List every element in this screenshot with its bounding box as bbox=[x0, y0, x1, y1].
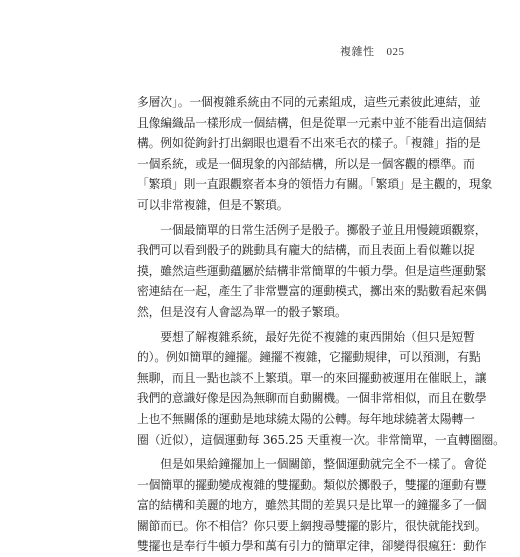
text-line: 上也不無關係的運動是地球繞太陽的公轉。每年地球繞著太陽轉一 bbox=[137, 411, 475, 426]
text-line: 然，但是沒有人會認為單一的骰子繁瑣。 bbox=[137, 304, 347, 319]
body-text bbox=[137, 92, 505, 557]
text-line: 雙擺也是奉行牛頓力學和萬有引力的簡單定律，卻變得很瘋狂：動作 bbox=[137, 539, 487, 554]
text-line: 一個系統，或是一個現象的內部結構，所以是一個客觀的標準。而 bbox=[137, 156, 475, 171]
text-line: 但是如果給鐘擺加上一個關節，整個運動就完全不一樣了。會從 bbox=[137, 457, 487, 472]
text-line: 圈（近似），這個運動每 365.25 天重複一次。非常簡單，一直轉圈圈。 bbox=[137, 432, 505, 447]
text-line: 一個最簡單的日常生活例子是骰子。擲骰子並且用慢鏡頭觀察， bbox=[137, 222, 487, 237]
text-line: 多層次」。一個複雜系統由不同的元素組成，這些元素彼此連結，並 bbox=[137, 95, 481, 109]
text-line: 一個簡單的擺動變成複雜的雙擺動。類似於擲骰子，雙擺的運動有豐 bbox=[137, 477, 487, 492]
paragraph bbox=[137, 327, 505, 451]
page-number: 025 bbox=[386, 46, 405, 58]
chapter-title: 複雜性 bbox=[340, 45, 375, 58]
text-line: 「繁瑣」則一直跟觀察者本身的領悟力有關。「繁瑣」是主觀的，現象 bbox=[137, 177, 493, 192]
text-line: 且像編織品一樣形成一個結構，但是從單一元素中並不能看出這個結 bbox=[137, 115, 487, 130]
text-line: 富的結構和美麗的地方，雖然其間的差異只是比單一的鐘擺多了一個 bbox=[137, 498, 487, 513]
text-line: 構。例如從鉤針打出網眼也還看不出來毛衣的樣子。「複雜」指的是 bbox=[137, 136, 481, 151]
running-header bbox=[340, 43, 405, 59]
text-line: 關節而已。你不相信？你只要上網搜尋雙擺的影片，很快就能找到。 bbox=[137, 518, 487, 533]
text-line: 的）。例如簡單的鐘擺。鐘擺不複雜，它擺動規律，可以預測，有點 bbox=[137, 350, 481, 365]
text-line: 要想了解複雜系統，最好先從不複雜的東西開始（但只是短暫 bbox=[137, 329, 475, 344]
paragraph bbox=[137, 92, 493, 216]
paragraph bbox=[137, 454, 487, 557]
text-line: 我們可以看到骰子的跳動具有龐大的結構，而且表面上看似難以捉 bbox=[137, 243, 475, 258]
text-line: 我們的意識好像是因為無聊而自動關機。一個非常相似，而且在數學 bbox=[137, 391, 487, 406]
paragraph bbox=[137, 220, 487, 323]
text-line: 無聊，而且一點也談不上繁瑣。單一的來回擺動被運用在催眠上，讓 bbox=[137, 370, 487, 385]
text-line: 可以非常複雜，但是不繁瑣。 bbox=[137, 197, 289, 212]
text-line: 摸，雖然這些運動蘊屬於結構非常簡單的牛頓力學。但是這些運動緊 bbox=[137, 263, 487, 278]
text-line: 密連結在一起，產生了非常豐富的運動模式，擲出來的點數看起來偶 bbox=[137, 284, 487, 299]
